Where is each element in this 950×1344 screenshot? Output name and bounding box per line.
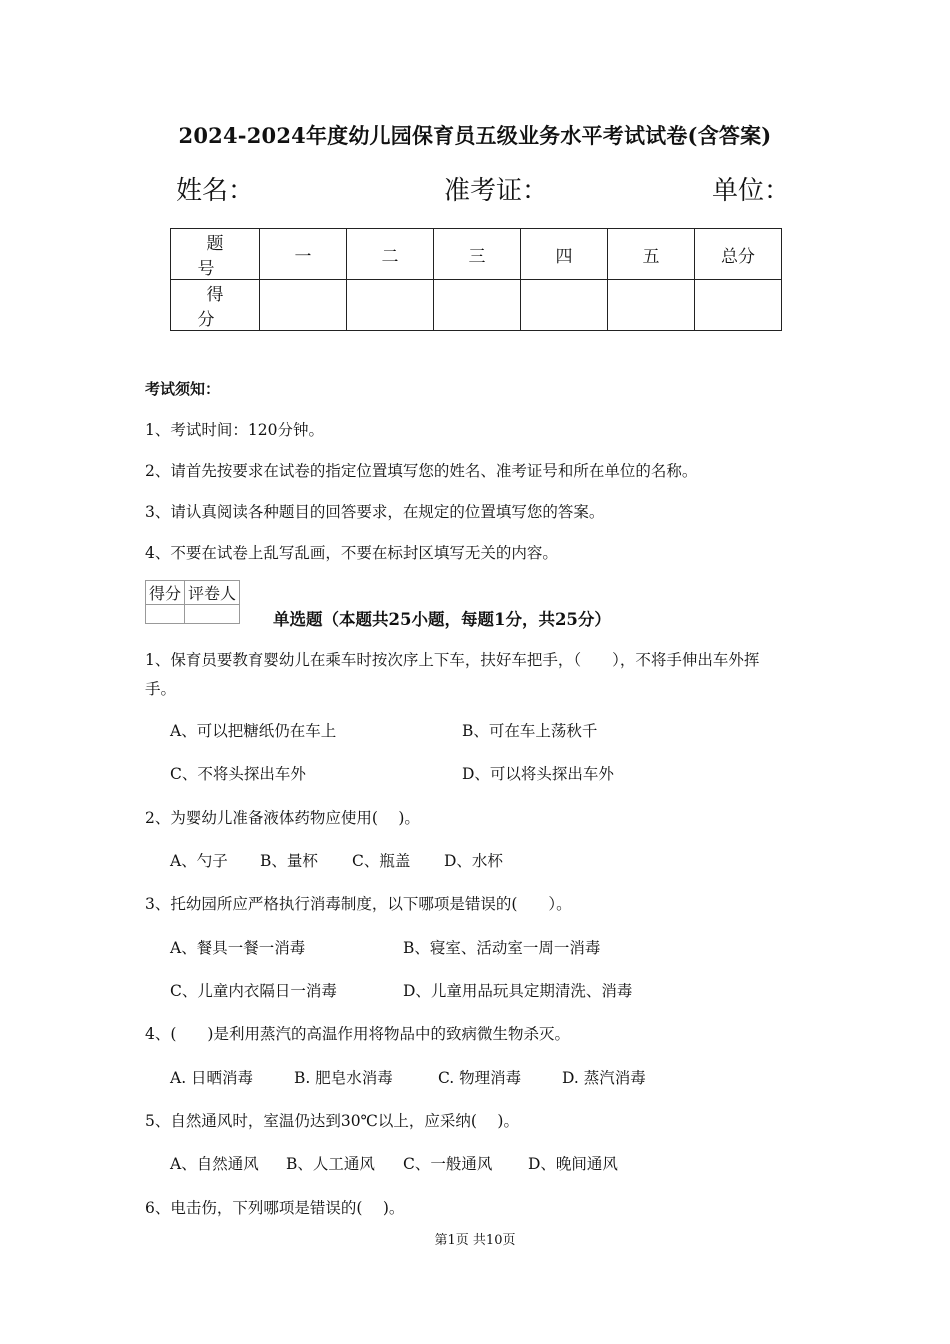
question-1-option-c[interactable]: C、不将头探出车外 [170,765,306,783]
question-4-option-d[interactable]: D. 蒸汽消毒 [562,1069,646,1087]
score-table-score-row [171,280,782,331]
question-3-option-c[interactable]: C、儿童内衣隔日一消毒 [170,982,337,1000]
question-1-option-d[interactable]: D、可以将头探出车外 [462,765,614,783]
question-6-text: 6、电击伤，下列哪项是错误的( )。 [145,1199,405,1217]
notice-title: 考试须知： [145,380,221,398]
grader-box-score-cell[interactable] [146,605,185,624]
score-cell-total[interactable] [695,280,782,331]
score-cell-4[interactable] [521,280,608,331]
question-1-text-cont: 手。 [145,680,177,698]
question-3-option-b[interactable]: B、寝室、活动室一周一消毒 [403,939,601,957]
grader-box-score-label: 得分 [146,581,185,605]
score-table-col-1: 一 [260,229,347,280]
question-1-text: 1、保育员要教育婴幼儿在乘车时按次序上下车，扶好车把手，（ ），不将手伸出车外挥 [145,651,760,669]
question-3-option-a[interactable]: A、餐具一餐一消毒 [170,939,306,957]
score-cell-5[interactable] [608,280,695,331]
section-title: 单选题（本题共25小题，每题1分，共25分） [273,610,611,629]
score-table [170,228,782,331]
notice-item-2: 2、请首先按要求在试卷的指定位置填写您的姓名、准考证号和所在单位的名称。 [145,462,698,480]
question-5-option-a[interactable]: A、自然通风 [170,1155,259,1173]
name-field-label: 姓名： [176,176,255,206]
question-4-option-b[interactable]: B. 肥皂水消毒 [294,1069,393,1087]
score-table-header-row [171,229,782,280]
score-table-col-4: 四 [521,229,608,280]
question-2-option-b[interactable]: B、量杯 [260,852,318,870]
question-3-text: 3、托幼园所应严格执行消毒制度，以下哪项是错误的( ）。 [145,895,572,913]
score-table-score-label: 得 分 [171,280,260,331]
score-table-col-5: 五 [608,229,695,280]
page-footer: 第1页 共10页 [434,1233,516,1248]
score-table-question-no-label: 题 号 [171,229,260,280]
unit-field-label: 单位： [712,176,791,206]
question-4-option-c[interactable]: C. 物理消毒 [438,1069,522,1087]
score-cell-2[interactable] [347,280,434,331]
exam-number-field-label: 准考证： [444,176,549,206]
question-5-option-b[interactable]: B、人工通风 [286,1155,375,1173]
notice-item-1: 1、考试时间：120分钟。 [145,421,324,439]
grader-box [145,580,240,624]
question-1-option-a[interactable]: A、可以把糖纸仍在车上 [170,722,337,740]
grader-box-grader-cell[interactable] [185,605,240,624]
question-3-option-d[interactable]: D、儿童用品玩具定期清洗、消毒 [403,982,633,1000]
score-table-col-2: 二 [347,229,434,280]
question-5-option-c[interactable]: C、一般通风 [403,1155,493,1173]
question-2-option-d[interactable]: D、水杯 [444,852,503,870]
notice-item-3: 3、请认真阅读各种题目的回答要求，在规定的位置填写您的答案。 [145,503,605,521]
score-table-col-total: 总分 [695,229,782,280]
score-table-col-3: 三 [434,229,521,280]
page-title: 2024-2024年度幼儿园保育员五级业务水平考试试卷(含答案) [178,123,772,148]
question-5-option-d[interactable]: D、晚间通风 [528,1155,618,1173]
question-2-text: 2、为婴幼儿准备液体药物应使用( )。 [145,809,420,827]
question-4-option-a[interactable]: A. 日晒消毒 [170,1069,254,1087]
question-5-text: 5、自然通风时，室温仍达到30℃以上，应采纳( )。 [145,1112,519,1130]
question-2-option-a[interactable]: A、勺子 [170,852,228,870]
question-2-option-c[interactable]: C、瓶盖 [352,852,411,870]
notice-item-4: 4、不要在试卷上乱写乱画，不要在标封区填写无关的内容。 [145,544,558,562]
grader-box-grader-label: 评卷人 [185,581,240,605]
question-1-option-b[interactable]: B、可在车上荡秋千 [462,722,598,740]
score-cell-3[interactable] [434,280,521,331]
question-4-text: 4、( )是利用蒸汽的高温作用将物品中的致病微生物杀灭。 [145,1025,570,1043]
